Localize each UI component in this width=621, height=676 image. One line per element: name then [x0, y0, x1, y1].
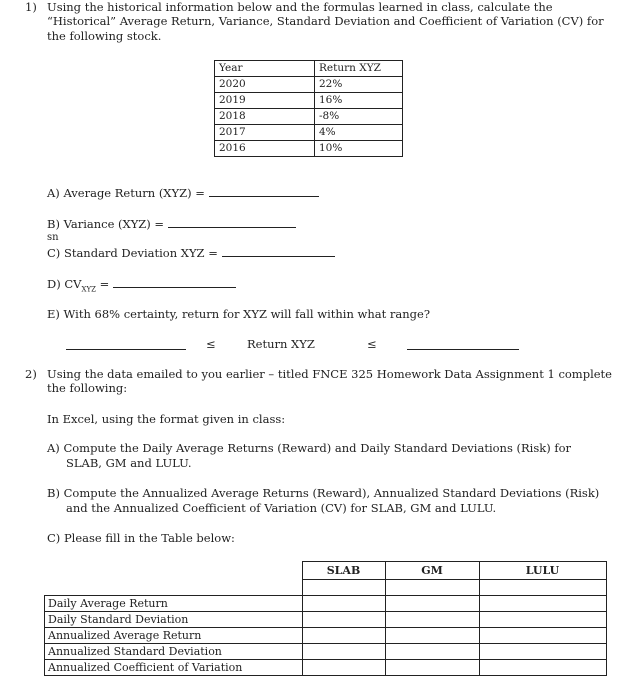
- col-lulu: LULU: [479, 562, 606, 580]
- question-1e: E) With 68% certainty, return for XYZ will fall within what range?: [47, 307, 431, 321]
- year-cell: 2019: [215, 93, 315, 109]
- question-2c: C) Please fill in the Table below:: [47, 531, 235, 545]
- year-header: Year: [215, 61, 315, 77]
- answer-cell-slab[interactable]: [302, 612, 385, 628]
- question-1c: [47, 246, 335, 260]
- answer-blank-1c[interactable]: [222, 255, 335, 257]
- table-row: [45, 596, 607, 612]
- row-label: Annualized Average Return: [45, 628, 303, 644]
- summary-header-row: [45, 562, 607, 580]
- row-label: Daily Standard Deviation: [45, 612, 303, 628]
- table-row: [45, 612, 607, 628]
- sn-note: sn: [47, 232, 59, 243]
- year-cell: 2020: [215, 77, 315, 93]
- table-row: [215, 109, 403, 125]
- year-cell: 2017: [215, 125, 315, 141]
- return-cell: 22%: [315, 77, 403, 93]
- answer-cell-slab[interactable]: [302, 644, 385, 660]
- range-label: Return XYZ: [247, 337, 315, 351]
- table-row: [215, 77, 403, 93]
- q2-intro-line1: Using the data emailed to you earlier – titled FNCE 325 Homework Data Assignment 1 complete: [47, 367, 612, 381]
- return-cell: 10%: [315, 141, 403, 157]
- answer-blank-1a[interactable]: [209, 195, 319, 197]
- answer-cell-gm[interactable]: [385, 628, 479, 644]
- question-2a-line1: A) Compute the Daily Average Returns (Reward) and Daily Standard Deviations (Risk) for: [47, 441, 572, 455]
- excel-instruction: In Excel, using the format given in class:: [47, 412, 286, 426]
- answer-cell-gm[interactable]: [385, 596, 479, 612]
- question-1d-label: D) CV: [47, 277, 82, 291]
- q2-intro-line2: the following:: [47, 381, 128, 395]
- summary-table: [44, 561, 607, 676]
- question-1d-equals: =: [95, 277, 110, 291]
- answer-cell-lulu[interactable]: [479, 612, 606, 628]
- table-row: [215, 125, 403, 141]
- range-lower-blank[interactable]: [66, 348, 186, 350]
- col-gm: GM: [385, 562, 479, 580]
- spacer-cell: [479, 580, 606, 596]
- answer-cell-gm[interactable]: [385, 644, 479, 660]
- answer-blank-1b[interactable]: [168, 226, 296, 228]
- return-cell: 4%: [315, 125, 403, 141]
- table-row: [45, 644, 607, 660]
- q1-intro-line3: the following stock.: [47, 29, 162, 43]
- return-cell: -8%: [315, 109, 403, 125]
- range-upper-blank[interactable]: [407, 348, 519, 350]
- question-1d: [47, 277, 236, 293]
- table-row: [45, 628, 607, 644]
- range-le-symbol-2: ≤: [367, 337, 377, 351]
- answer-cell-lulu[interactable]: [479, 596, 606, 612]
- year-cell: 2016: [215, 141, 315, 157]
- question-1a-label: A) Average Return (XYZ) =: [47, 186, 205, 200]
- range-le-symbol-1: ≤: [206, 337, 216, 351]
- row-label: Annualized Coefficient of Variation: [45, 660, 303, 676]
- question-2b-line1: B) Compute the Annualized Average Returns (Reward), Annualized Standard Deviations (Risk): [47, 486, 600, 500]
- return-header: Return XYZ: [315, 61, 403, 77]
- table-row: [215, 93, 403, 109]
- row-label: Daily Average Return: [45, 596, 303, 612]
- spacer-label-cell: [45, 580, 303, 596]
- answer-cell-slab[interactable]: [302, 596, 385, 612]
- q1-number: 1): [25, 0, 37, 14]
- q1-intro-line2: “Historical” Average Return, Variance, Standard Deviation and Coefficient of Variation (CV) for: [47, 14, 604, 28]
- spacer-cell: [385, 580, 479, 596]
- answer-cell-gm[interactable]: [385, 612, 479, 628]
- table-row: [215, 141, 403, 157]
- q1-intro-line1: Using the historical information below and the formulas learned in class, calculate the: [47, 0, 553, 14]
- q2-number: 2): [25, 367, 37, 381]
- summary-spacer-row: [45, 580, 607, 596]
- question-1a: [47, 186, 319, 200]
- answer-cell-gm[interactable]: [385, 660, 479, 676]
- spacer-cell: [302, 580, 385, 596]
- year-cell: 2018: [215, 109, 315, 125]
- return-cell: 16%: [315, 93, 403, 109]
- cv-subscript: XYZ: [81, 285, 96, 294]
- row-label: Annualized Standard Deviation: [45, 644, 303, 660]
- question-2a-line2: SLAB, GM and LULU.: [66, 456, 192, 470]
- question-2b-line2: and the Annualized Coefficient of Variation (CV) for SLAB, GM and LULU.: [66, 501, 497, 515]
- col-slab: SLAB: [302, 562, 385, 580]
- answer-cell-slab[interactable]: [302, 660, 385, 676]
- table-row: [45, 660, 607, 676]
- answer-cell-lulu[interactable]: [479, 628, 606, 644]
- answer-cell-slab[interactable]: [302, 628, 385, 644]
- question-1b: [47, 217, 296, 231]
- answer-cell-lulu[interactable]: [479, 644, 606, 660]
- answer-blank-1d[interactable]: [113, 286, 236, 288]
- stock-returns-table: [214, 60, 403, 157]
- question-1c-label: C) Standard Deviation XYZ =: [47, 246, 218, 260]
- question-1b-label: B) Variance (XYZ) =: [47, 217, 165, 231]
- answer-cell-lulu[interactable]: [479, 660, 606, 676]
- empty-corner-cell: [45, 562, 303, 580]
